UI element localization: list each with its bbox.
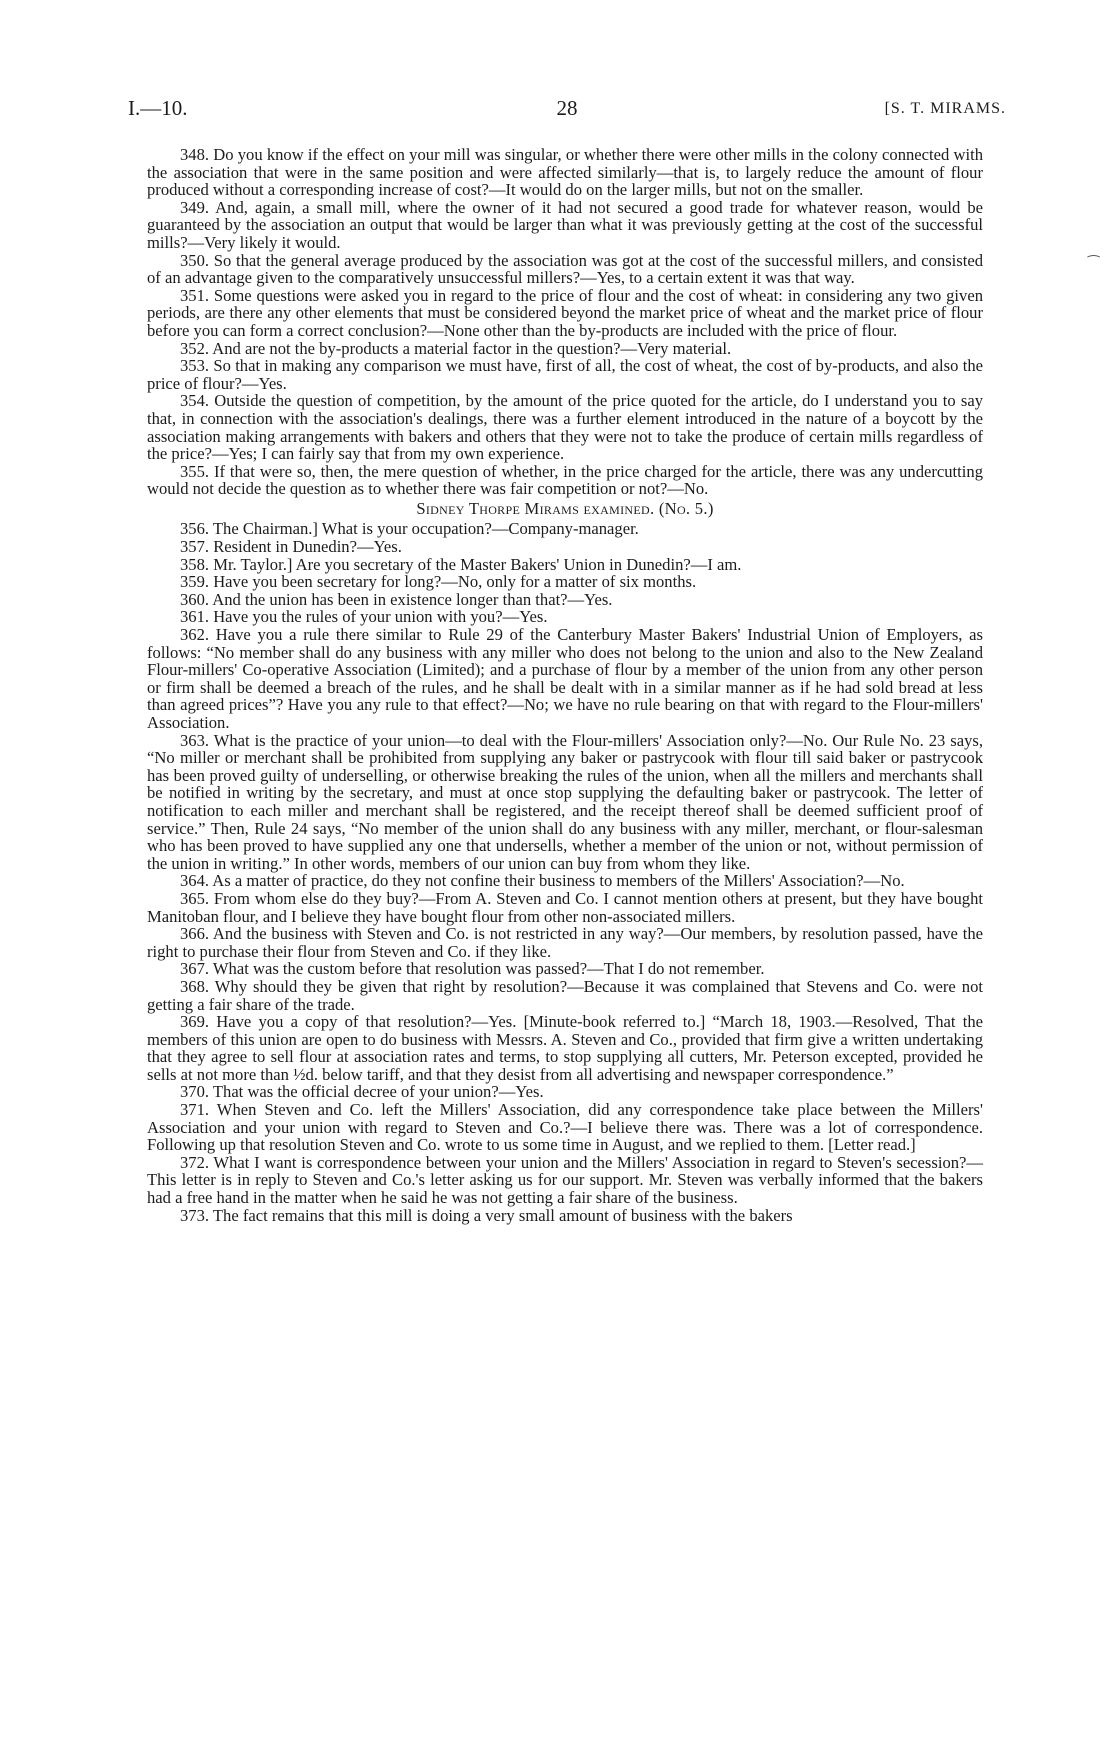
testimony-paragraph: 366. And the business with Steven and Co. is not restricted in any way?—Our members, by resolution passed, have the right to purchase their flour from Steven and Co. if they like.: [147, 924, 983, 961]
testimony-paragraph: 367. What was the custom before that resolution was passed?—That I do not remember.: [180, 959, 765, 979]
testimony-paragraph: 372. What I want is correspondence between your union and the Millers' Association in regard to Steven's secession?—This letter is in reply to Steven and Co.'s letter asking us for our support. Mr. Steven was verbally informed that the bakers had a free hand in the matter when he said he was not getting a fair share of the business.: [147, 1152, 983, 1208]
header-reference: I.—10.: [128, 96, 188, 120]
testimony-paragraph: 354. Outside the question of competition, by the amount of the price quoted for the article, do I understand you to say that, in connection with the association's dealings, there was a further element introduced in the nature of a boycott by the association making arrangements with bakers and others that they were not to take the produce of certain mills regardless of the price?—Yes; I can fairly say that from my own experience.: [147, 391, 983, 464]
testimony-paragraph: 370. That was the official decree of your union?—Yes.: [180, 1082, 544, 1102]
testimony-paragraph: 368. Why should they be given that right by resolution?—Because it was complained that Stevens and Co. were not getting a fair share of the trade.: [147, 976, 983, 1014]
testimony-paragraph: 352. And are not the by-products a material factor in the question?—Very material.: [180, 338, 732, 358]
testimony-paragraph: 363. What is the practice of your union—to deal with the Flour-millers' Association only?—No. Our Rule No. 23 says, “No miller or merchant shall be prohibited from supplying any baker or pastrycook with flour till said baker or pastrycook has been proved guilty of underselling, or otherwise breaking the rules of the union, when all the millers and merchants shall be notified in writing by the secretary, and must at once stop supplying the defaulting baker or pastrycook. The letter of notification to each miller and merchant shall be registered, and the receipt thereof shall be deemed sufficient proof of service.” Then, Rule 24 says, “No member of the union shall do any business with any miller, merchant, or flour-salesman who has been proved to have supplied any one that undersells, whether a member of the union or not, without permission of the union in writing.” In other words, members of our union can buy from whom they like.: [147, 730, 983, 873]
testimony-paragraph: 369. Have you a copy of that resolution?—Yes. [Minute-book referred to.] “March 18, 1903.—Resolved, That the members of this union are open to do business with Messrs. A. Steven and Co., provided that firm give a written undertaking that they agree to sell flour at association rates and terms, to stop supplying all cutters, Mr. Peterson excepted, provided he sells at not more than ½d. below tariff, and that they desist from all advertising and newspaper correspondence.”: [147, 1012, 983, 1084]
testimony-paragraph: 348. Do you know if the effect on your mill was singular, or whether there were other mills in the colony connected with the association that were in the same position and were affected similarly—that is, to largely reduce the amount of flour produced without a corresponding increase of cost?—It would do on the larger mills, but not on the smaller.: [147, 145, 983, 200]
margin-tick-mark: ⁀: [1088, 256, 1100, 272]
testimony-paragraph: 359. Have you been secretary for long?—No, only for a matter of six months.: [180, 572, 697, 592]
testimony-paragraph: 371. When Steven and Co. left the Millers' Association, did any correspondence take place between the Millers' Association and your union with regard to Steven and Co.?—I believe there was. There was a lot of correspondence. Following up that resolution Steven and Co. wrote to us some time in August, and we replied to them. [Letter read.]: [147, 1100, 983, 1155]
page-number: 28: [556, 96, 578, 120]
testimony-paragraph: 353. So that in making any comparison we must have, first of all, the cost of wheat, the cost of by-products, and also the price of flour?—Yes.: [147, 356, 983, 393]
header-witness: [S. T. MIRAMS.: [884, 100, 1006, 117]
testimony-paragraph: 355. If that were so, then, the mere question of whether, in the price charged for the article, there was any undercutting would not decide the question as to whether there was fair competition or not?—No.: [147, 461, 983, 499]
testimony-paragraph: 361. Have you the rules of your union with you?—Yes.: [180, 607, 548, 627]
testimony-paragraph: 373. The fact remains that this mill is doing a very small amount of business with the bakers: [180, 1205, 793, 1225]
testimony-paragraph: 365. From whom else do they buy?—From A. Steven and Co. I cannot mention others at present, but they have bought Manitoban flour, and I believe they have bought flour from other non-associated millers.: [147, 888, 983, 926]
testimony-paragraph: 356. The Chairman.] What is your occupation?—Company-manager.: [180, 519, 639, 539]
testimony-paragraph: 360. And the union has been in existence longer than that?—Yes.: [180, 589, 613, 609]
testimony-paragraph: 364. As a matter of practice, do they not confine their business to members of the Millers' Association?—No.: [180, 871, 905, 891]
page-body: [147, 146, 983, 1224]
page-header: [128, 96, 1006, 126]
testimony-paragraph: 362. Have you a rule there similar to Rule 29 of the Canterbury Master Bakers' Industrial Union of Employers, as follows: “No member shall do any business with any miller who does not belong to the union and also to the New Zealand Flour-millers' Co-operative Association (Limited); and a purchase of flour by a member of the union from any other person or firm shall be deemed a breach of the rules, and he shall be dealt with in a similar manner as if he had sold bread at less than agreed prices”? Have you any rule to that effect?—No; we have no rule bearing on that with regard to the Flour-millers' Association.: [147, 625, 983, 732]
testimony-paragraph: 351. Some questions were asked you in regard to the price of flour and the cost of wheat: in considering any two given periods, are there any other elements that must be considered beyond the market price of wheat and the market price of flour before you can form a correct conclusion?—None other than the by-products are included with the price of flour.: [147, 285, 983, 340]
testimony-paragraph: 358. Mr. Taylor.] Are you secretary of the Master Bakers' Union in Dunedin?—I am.: [180, 554, 742, 574]
testimony-paragraph: 349. And, again, a small mill, where the owner of it had not secured a good trade for whatever reason, would be guaranteed by the association an output that would be larger than what it was previously getting at the cost of the successful mills?—Very likely it would.: [147, 197, 983, 252]
witness-heading: Sidney Thorpe Mirams examined. (No. 5.): [416, 498, 714, 518]
testimony-paragraph: 357. Resident in Dunedin?—Yes.: [180, 537, 402, 557]
testimony-paragraph: 350. So that the general average produced by the association was got at the cost of the successful millers, and consisted of an advantage given to the comparatively unsuccessful millers?—Yes, to a certain extent it was that way.: [147, 250, 983, 288]
